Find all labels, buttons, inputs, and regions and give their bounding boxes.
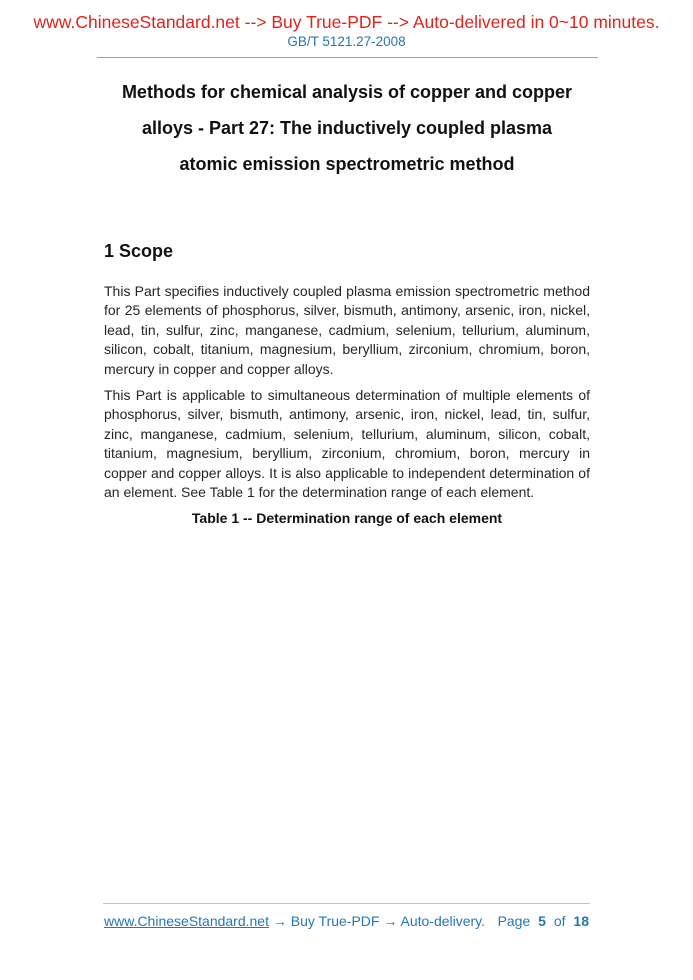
scope-paragraph-1: This Part specifies inductively coupled plasma emission spectrometric method for 25 elements of phosphorus, silver, bismuth, antimony, arsenic, iron, nickel, lead, tin, sulfur, zinc, manganese, cadmium, selenium, tellurium, aluminum, silicon, cobalt, titanium, magnesium, beryllium, zirconium, chromium, boron, mercury in copper and copper alloys. [104,283,590,377]
section-heading-scope: 1 Scope [104,241,174,261]
title-line-2: alloys - Part 27: The inductively coupled plasma [141,118,553,138]
footer-website-link[interactable]: www.ChineseStandard.net [104,913,269,929]
page-label: Page [497,913,531,929]
of-label: of [553,913,566,929]
page-indicator [496,913,591,929]
table-1-caption: Table 1 -- Determination range of each element [191,510,503,527]
title-line-3: atomic emission spectrometric method [179,154,515,174]
footer-tagline: → Buy True-PDF → Auto-delivery. [269,913,486,929]
scope-content [104,282,590,529]
total-page-number: 18 [573,913,589,929]
current-page-number: 5 [538,913,546,929]
promo-banner: www.ChineseStandard.net --> Buy True-PDF --> Auto-delivered in 0~10 minutes. [33,12,660,32]
footer-divider [103,903,590,904]
document-title [104,74,590,182]
header-divider [97,57,598,58]
standard-number: GB/T 5121.27-2008 [287,34,406,49]
title-line-1: Methods for chemical analysis of copper and copper [121,82,573,102]
footer-left [104,913,485,929]
footer [104,913,591,929]
scope-paragraph-2: This Part is applicable to simultaneous determination of multiple elements of phosphorus, silver, bismuth, antimony, arsenic, iron, nickel, lead, tin, sulfur, zinc, manganese, cadmium, selenium, tellurium, aluminum, silicon, cobalt, titanium, magnesium, beryllium, zirconium, chromium, boron, mercury in copper and copper alloys. It is also applicable to independent determination of an element. See Table 1 for the determination range of each element. [104,387,590,501]
